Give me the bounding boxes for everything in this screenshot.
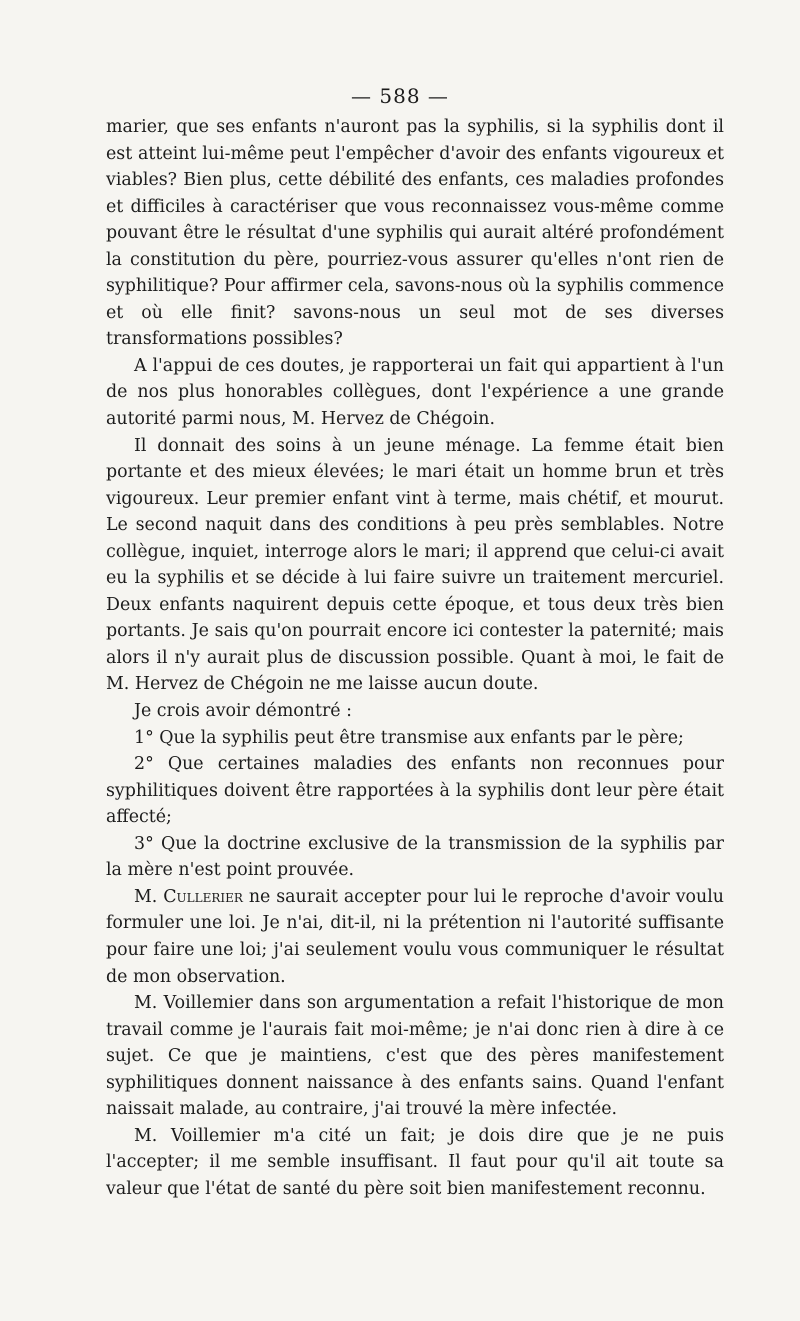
page-number: — 588 — [351,84,449,108]
list-item: 1° Que la syphilis peut être transmise aux enfants par le père; [134,727,684,748]
paragraph-cullerier [106,884,724,990]
paragraph: Je crois avoir démontré : [134,701,352,722]
list-item: 2° Que certaines maladies des enfants non reconnues pour syphilitiques doivent être rapportées à la syphilis dont leur père était affecté; [106,754,724,828]
paragraph: Il donnait des soins à un jeune ménage. La femme était bien portante et des mieux élevées; le mari était un homme brun et très vigoureux. Leur premier enfant vint à terme, mais chétif, et mourut. Le second naquit dans des conditions à peu près semblables. Notre collègue, inquiet, interroge alors le mari; il apprend que celui-ci avait eu la syphilis et se décide à lui faire suivre un traitement mercuriel. Deux enfants naquirent depuis cette époque, et tous deux très bien portants. Je sais qu'on pourrait encore ici contester la paternité; mais alors il n'y aurait plus de discussion possible. Quant à moi, le fait de M. Hervez de Chégoin ne me laisse aucun doute. [106,435,724,695]
paragraph-text: ne saurait accepter pour lui le reproche d'avoir voulu formuler une loi. Je n'ai, dit-il, ni la prétention ni l'autorité suffisante pour faire une loi; j'ai seulement voulu vous communiquer le résultat de mon observation. [106,886,724,987]
speaker-name: Cullerier [163,886,243,907]
paragraph: M. Voillemier dans son argumentation a refait l'historique de mon travail comme je l'aurais fait moi-même; je n'ai donc rien à dire à ce sujet. Ce que je maintiens, c'est que des pères manifestement syphilitiques donnent naissance à des enfants sains. Quand l'enfant naissait malade, au contraire, j'ai trouvé la mère infectée. [106,993,724,1120]
paragraph: M. Voillemier m'a cité un fait; je dois dire que je ne puis l'accepter; il me semble insuffisant. Il faut pour qu'il ait toute sa valeur que l'état de santé du père soit bien manifestement reconnu. [106,1125,724,1199]
body-text [106,114,724,1202]
paragraph: A l'appui de ces doutes, je rapporterai un fait qui appartient à l'un de nos plus honorables collègues, dont l'expérience a une grande autorité parmi nous, M. Hervez de Chégoin. [106,355,724,430]
speaker-prefix: M. [134,886,164,907]
paragraph-continuation: marier, que ses enfants n'auront pas la syphilis, si la syphilis dont il est atteint lui-même peut l'empêcher d'avoir des enfants vigoureux et viables? Bien plus, cette débilité des enfants, ces maladies profondes et difficiles à caractériser que vous reconnaissez vous-même comme pouvant être le résultat d'une syphilis qui aurait altéré profondément la constitution du père, pourriez-vous assurer qu'elles n'ont rien de syphilitique? Pour affirmer cela, savons-nous où la syphilis commence et où elle finit? savons-nous un seul mot de ses diverses transformations possibles? [106,117,724,350]
list-item: 3° Que la doctrine exclusive de la transmission de la syphilis par la mère n'est point prouvée. [106,833,724,881]
